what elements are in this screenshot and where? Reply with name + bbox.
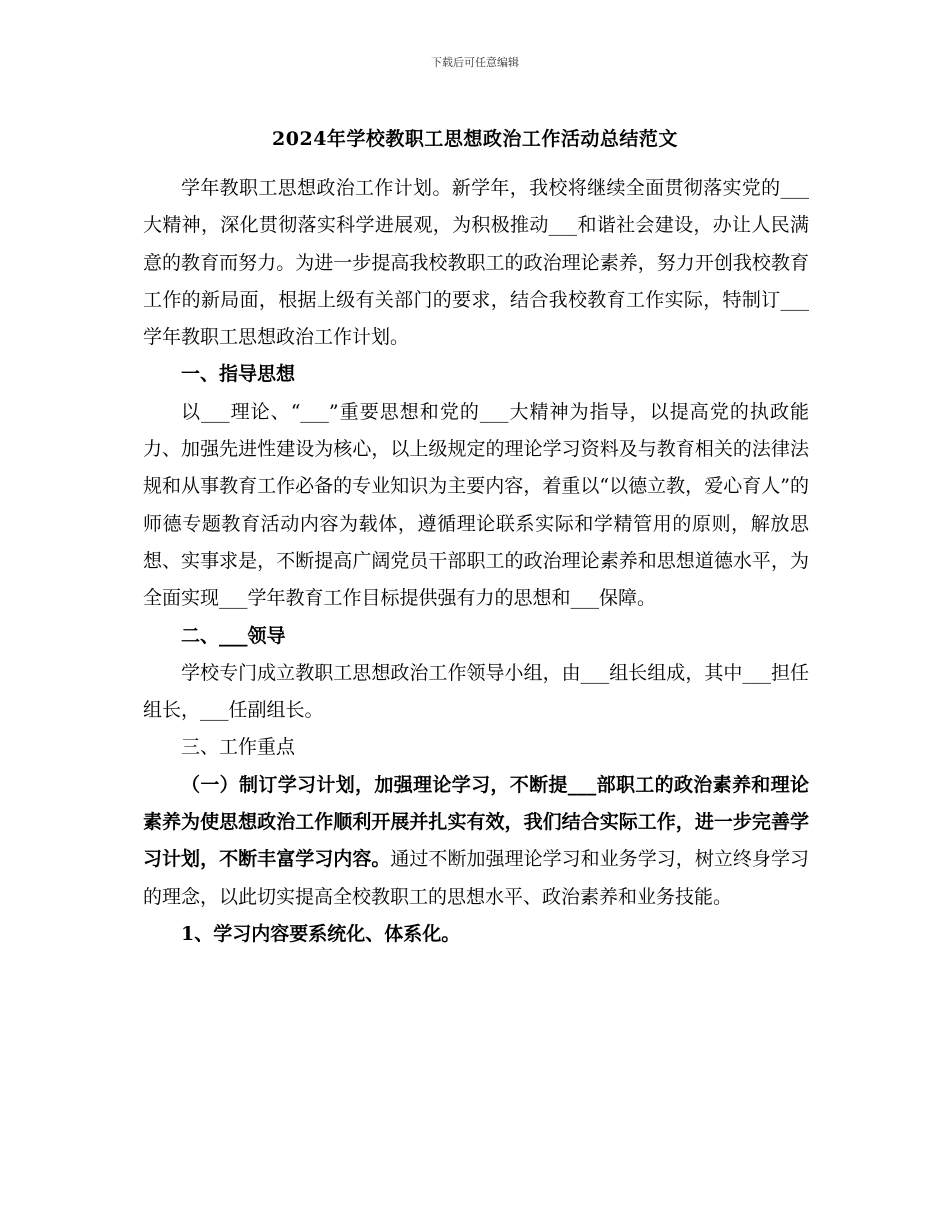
section-heading-guiding-ideology: 一、指导思想: [181, 363, 296, 386]
work-focus-paragraph: [143, 767, 809, 916]
document-title: 2024年学校教职工思想政治工作活动总结范文: [272, 128, 678, 150]
work-focus-bold-text: （一）制订学习计划，加强理论学习，不断提___部职工的政治素养和理论素养为使思想政治工作顺利开展并扎实有效，我们结合实际工作，进一步完善学习计划，不断丰富学习内容。: [143, 773, 809, 871]
guiding-ideology-paragraph: 以___理论、“___”重要思想和党的___大精神为指导，以提高党的执政能力、加强先进性建设为核心，以上级规定的理论学习资料及与教育相关的法律法规和从事教育工作必备的专业知识为主要内容，着重以“以德立教，爱心育人”的师德专题教育活动内容为载体，遵循理论联系实际和学精管用的原则，解放思想、实事求是，不断提高广阔党员干部职工的政治理论素养和思想道德水平，为全面实现___学年教育工作目标提供强有力的思想和___保障。: [143, 400, 809, 610]
intro-paragraph: 学年教职工思想政治工作计划。新学年，我校将继续全面贯彻落实党的___大精神，深化贯彻落实科学进展观，为积极推动___和谐社会建设，办让人民满意的教育而努力。为进一步提高我校教职工的政治理论素养，努力开创我校教育工作的新局面，根据上级有关部门的要求，结合我校教育工作实际，特制订___学年教职工思想政治工作计划。: [143, 177, 809, 349]
document-body: [143, 170, 809, 953]
work-focus-normal-text: 通过不断加强理论学习和业务学习，树立终身学习的理念，以此切实提高全校教职工的思想水平、政治素养和业务技能。: [143, 848, 809, 908]
header-note: 下载后可任意编辑: [431, 56, 519, 69]
section-heading-leadership: 二、___领导: [181, 624, 286, 647]
subheading-learning-content: 1、学习内容要系统化、体系化。: [181, 922, 461, 945]
section-heading-work-focus: 三、工作重点: [181, 736, 296, 759]
leadership-paragraph: 学校专门成立教职工思想政治工作领导小组，由___组长组成，其中___担任组长，___任副组长。: [143, 661, 809, 722]
